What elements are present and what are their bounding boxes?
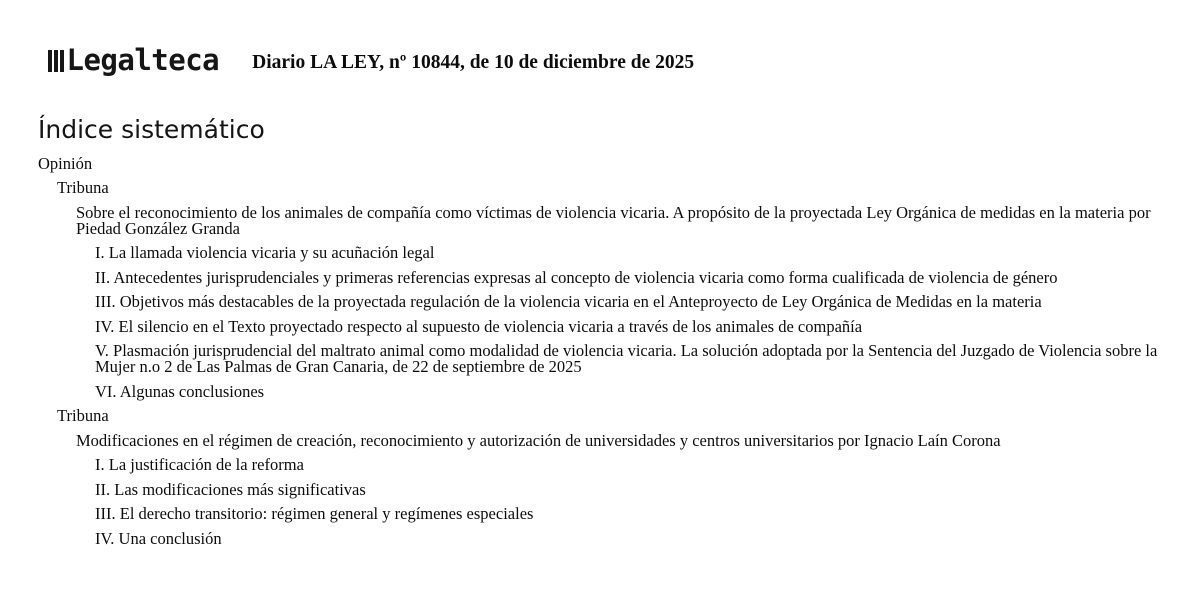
index-entry[interactable]: V. Plasmación jurisprudencial del maltrato animal como modalidad de violencia vicaria. La solución adoptada por la Sentencia del Juzgado de Violencia sobre la Mujer n.o 2 de Las Palmas de Gran Canaria, de 22 de septiembre de 2025	[95, 341, 1158, 377]
index-entry[interactable]: Modificaciones en el régimen de creación, reconocimiento y autorización de universidades y centros universitarios por Ignacio Laín Corona	[76, 430, 1001, 450]
index-entry[interactable]: I. La justificación de la reforma	[95, 455, 304, 475]
legalteca-logo[interactable]	[48, 43, 220, 77]
index-entry[interactable]: IV. Una conclusión	[95, 528, 222, 548]
logo-brand-text: Legalteca	[66, 43, 220, 77]
index-entry[interactable]: II. Antecedentes jurisprudenciales y primeras referencias expresas al concepto de violencia vicaria como forma cualificada de violencia de género	[95, 267, 1058, 287]
triple-bar-logo-icon	[48, 50, 64, 72]
index-section-label: Tribuna	[57, 178, 109, 198]
index-entry[interactable]: II. Las modificaciones más significativas	[95, 479, 366, 499]
main-content	[38, 116, 1170, 547]
page-header	[48, 43, 1168, 77]
page-title: Índice sistemático	[38, 115, 265, 144]
index-list	[38, 153, 1170, 548]
index-entry[interactable]: III. Objetivos más destacables de la proyectada regulación de la violencia vicaria en el Anteproyecto de Ley Orgánica de Medidas en la materia	[95, 292, 1042, 312]
index-entry[interactable]: III. El derecho transitorio: régimen general y regímenes especiales	[95, 504, 534, 524]
edition-title: Diario LA LEY, nº 10844, de 10 de diciembre de 2025	[252, 51, 695, 73]
index-section-label: Opinión	[38, 153, 93, 173]
index-entry[interactable]: IV. El silencio en el Texto proyectado respecto al supuesto de violencia vicaria a través de los animales de compañía	[95, 316, 863, 336]
index-section-label: Tribuna	[57, 406, 109, 426]
index-entry[interactable]: Sobre el reconocimiento de los animales de compañía como víctimas de violencia vicaria. A propósito de la proyectada Ley Orgánica de medidas en la materia por Piedad González Granda	[76, 202, 1151, 238]
index-entry[interactable]: I. La llamada violencia vicaria y su acuñación legal	[95, 243, 435, 263]
index-entry[interactable]: VI. Algunas conclusiones	[95, 381, 265, 401]
